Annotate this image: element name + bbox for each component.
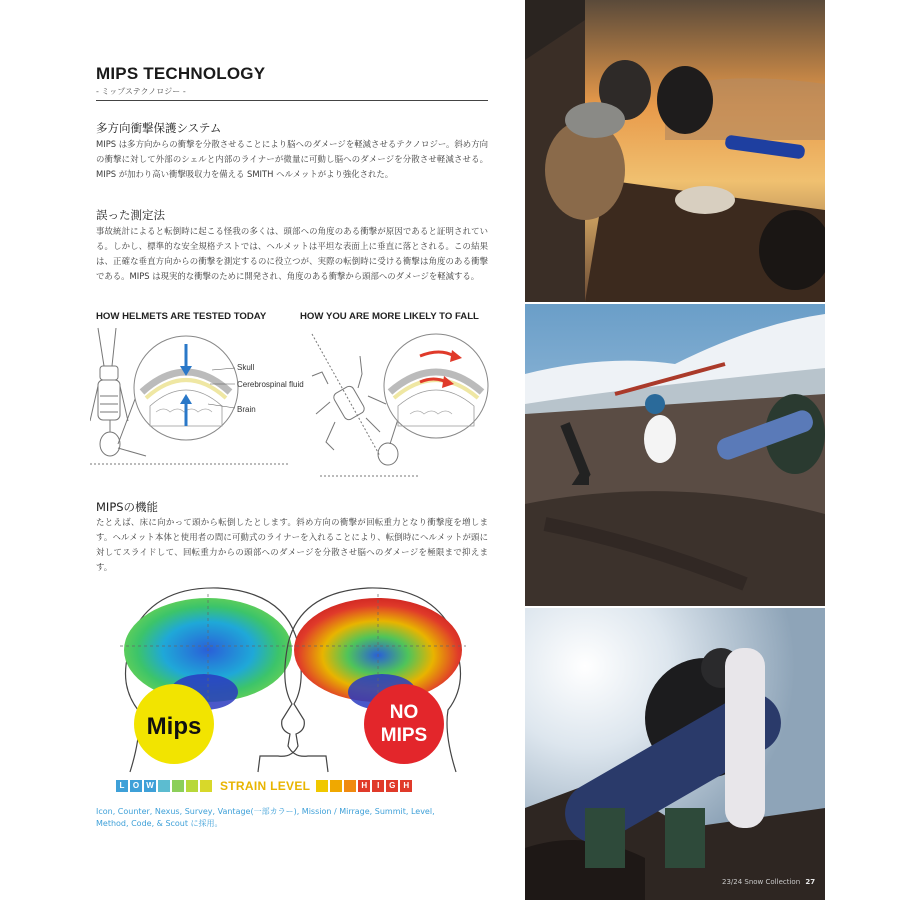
section-body-mips-function: たとえば、床に向かって頭から転倒したとします。斜め方向の衝撃が回転重力となり衝撃度を増します。ヘルメット本体と使用者の間に可動式のライナーを入れることにより、転倒時にヘルメットが頭に対してスライドして、回転重力からの頭部へのダメージを分散させ脳へのダメージを極限まで抑えます。 (96, 517, 488, 572)
strain-high-h: H (358, 780, 370, 792)
section-body-multidirectional: MIPS は多方向からの衝撃を分散させることにより脳へのダメージを軽減させるテクノロジー。斜め方向の衝撃に対して外部のシェルと内部のライナーが微量に可動し脳へのダメージを分散させ軽減させる。MIPS が加わり高い衝撃吸収力を備える SMITH ヘルメットがより強化された。 (96, 139, 488, 179)
section-body-wrong-test: 事故統計によると転倒時に起こる怪我の多くは、頭部への角度のある衝撃が原因であると証明されている。しかし、標準的な安全規格テストでは、ヘルメットは平坦な表面上に垂直に落とされる。この結果は、正確な垂直方向からの衝撃を測定するのに役立つが、実際の転倒時に受ける衝撃は角度のある衝撃である。MIPS は現実的な衝撃のために開発され、角度のある衝撃から頭部へのダメージを軽減する。 (96, 226, 488, 281)
photo-sunset-gathering (525, 0, 825, 302)
strain-swatch (316, 780, 328, 792)
strain-swatch (200, 780, 212, 792)
strain-low-w: W (144, 780, 156, 792)
strain-heatmap-illustration (108, 584, 478, 774)
diagram-label-tested: HOW HELMETS ARE TESTED TODAY (96, 311, 267, 322)
page-subtitle: - ミップステクノロジー - (96, 87, 186, 96)
page-title: MIPS TECHNOLOGY (96, 64, 266, 83)
strain-swatch (344, 780, 356, 792)
annotation-brain: Brain (237, 405, 256, 414)
section-heading-multidirectional: 多方向衝撃保護システム (96, 121, 222, 135)
photo-snowboarder-climb (525, 608, 825, 900)
section-heading-mips-function: MIPSの機能 (96, 500, 159, 514)
no-mips-badge-line2: MIPS (380, 725, 428, 746)
strain-swatch (330, 780, 342, 792)
annotation-skull: Skull (237, 363, 255, 372)
strain-level-label: STRAIN LEVEL (220, 778, 311, 793)
photo-mountain-hike (525, 304, 825, 606)
no-mips-badge-line1: NO (389, 702, 419, 723)
strain-high-g: G (386, 780, 398, 792)
section-heading-wrong-test: 誤った測定法 (96, 208, 165, 222)
strain-high-i: I (372, 780, 384, 792)
strain-low-o: O (130, 780, 142, 792)
vertical-impact-zoom (134, 336, 238, 440)
page-number: 27 (805, 878, 816, 886)
strain-swatch (172, 780, 184, 792)
compatible-models-note: Icon, Counter, Nexus, Survey, Vantage(一部カラー), Mission / Mirrage, Summit, Level, Method, Code, & Scout に採用。 (96, 807, 435, 828)
strain-high-h2: H (400, 780, 412, 792)
mips-badge-text: Mips (146, 713, 202, 740)
annotation-csf: Cerebrospinal fluid (237, 380, 304, 389)
page-footer (722, 878, 815, 886)
strain-swatch (186, 780, 198, 792)
impact-diagram (90, 326, 490, 486)
no-mips-badge (364, 684, 444, 764)
strain-low-l: L (116, 780, 128, 792)
diagram-label-likely-fall: HOW YOU ARE MORE LIKELY TO FALL (300, 311, 479, 322)
strain-swatch (158, 780, 170, 792)
collection-label: 23/24 Snow Collection (722, 878, 801, 886)
oblique-impact-zoom (384, 334, 488, 438)
title-divider (96, 100, 488, 101)
strain-level-scale (116, 779, 414, 792)
